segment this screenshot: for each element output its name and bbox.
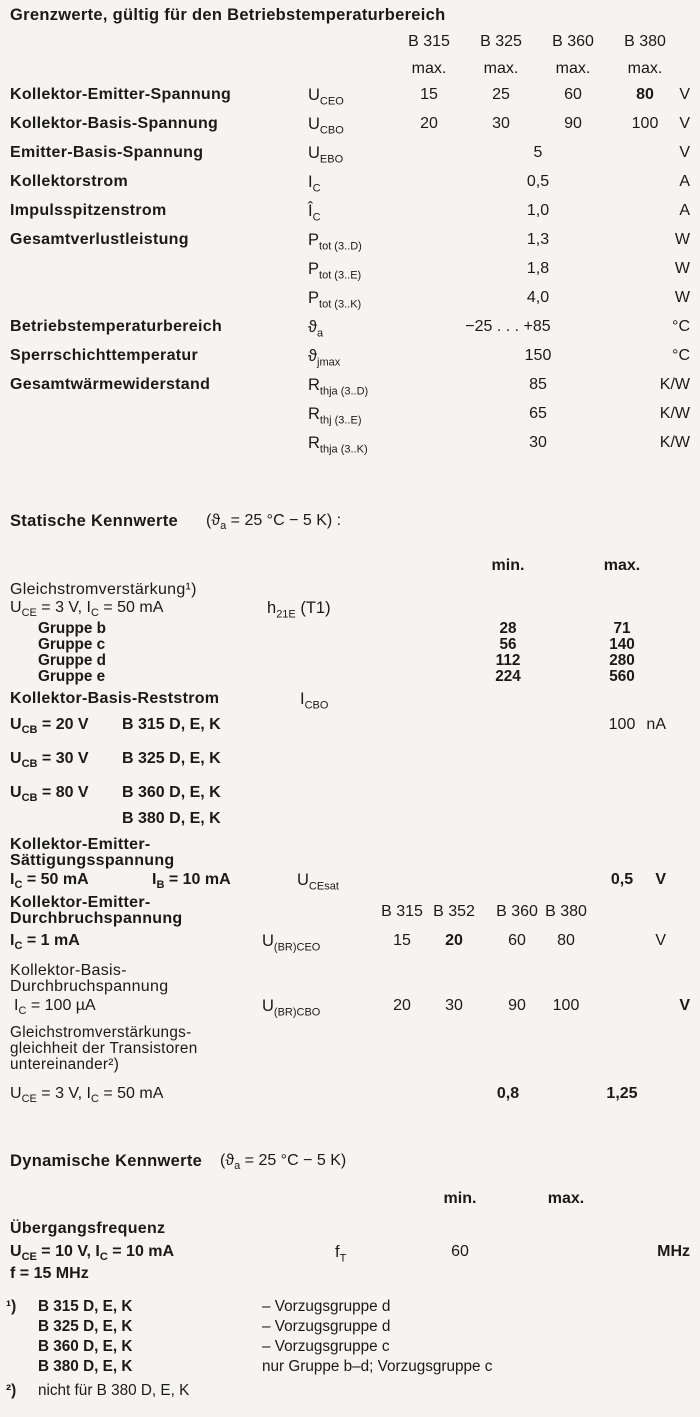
param-label: Kollektor-Basis-Reststrom xyxy=(10,690,220,707)
param-value: 1,25 xyxy=(606,1085,638,1102)
param-label: Sperrschichttemperatur xyxy=(10,347,198,364)
limits-row xyxy=(0,202,700,228)
param-symbol: $R_{thj (3..E)}$ xyxy=(308,405,362,427)
test-condition: $I_C = 100$ µA xyxy=(14,997,96,1018)
col-header-type: B 315 xyxy=(381,903,423,920)
col-header-max: max. xyxy=(483,60,519,77)
static-section-heading-row xyxy=(0,512,700,538)
test-condition: $U_{CB} = 30$ V xyxy=(10,750,89,771)
param-symbol: $U_{(BR)CBO}$ xyxy=(262,997,321,1019)
dynamic-minmax-header-row xyxy=(0,1190,700,1216)
param-value: 80 xyxy=(636,86,654,103)
footnote-row xyxy=(0,1358,700,1384)
param-unit: A xyxy=(679,202,690,219)
group-label: Gruppe c xyxy=(38,636,106,653)
limits-row xyxy=(0,86,700,112)
param-symbol: $ϑ_a$ xyxy=(308,318,324,340)
col-header-max: max. xyxy=(627,60,663,77)
param-symbol: $U_{CBO}$ xyxy=(308,115,344,137)
param-label: Impulsspitzenstrom xyxy=(10,202,167,219)
param-label: Emitter-Basis-Spannung xyxy=(10,144,204,161)
param-unit: W xyxy=(674,231,690,248)
param-unit: K/W xyxy=(659,405,690,422)
param-value: 5 xyxy=(533,144,543,161)
brceo-value-row xyxy=(0,932,700,958)
col-header-type: B 315 xyxy=(408,33,450,50)
param-value: 0,5 xyxy=(526,173,550,190)
limits-row xyxy=(0,260,700,286)
param-value: 25 xyxy=(492,86,510,103)
limits-row xyxy=(0,376,700,402)
limits-row xyxy=(0,231,700,257)
test-condition: $U_{CE} = 3$ V, $I_C = 50$ mA xyxy=(10,1085,164,1106)
param-symbol: $P_{tot (3..K)}$ xyxy=(308,289,362,311)
group-max: 71 xyxy=(613,620,631,637)
param-value: 60 xyxy=(508,932,526,949)
section-condition: ($ϑ_a = 25$ °C − 5 K) xyxy=(220,1152,347,1173)
param-value: 60 xyxy=(564,86,582,103)
param-value: 15 xyxy=(420,86,438,103)
param-label: Gesamtverlustleistung xyxy=(10,231,189,248)
col-header-max: max. xyxy=(555,60,591,77)
footnote-note: – Vorzugsgruppe d xyxy=(262,1298,391,1315)
param-label: Gleichstromverstärkungs- xyxy=(10,1024,192,1041)
footnote-note: – Vorzugsgruppe d xyxy=(262,1318,391,1335)
footnote-text: nicht für B 380 D, E, K xyxy=(38,1382,190,1399)
footnote-type: B 315 D, E, K xyxy=(38,1298,133,1315)
param-label: Durchbruchspannung xyxy=(10,910,183,927)
param-unit: °C xyxy=(672,347,690,364)
footnote-marker: ²) xyxy=(6,1382,17,1399)
param-unit: V xyxy=(655,871,666,888)
group-label: Gruppe e xyxy=(38,668,106,685)
param-value: 20 xyxy=(420,115,438,132)
param-label: Kollektorstrom xyxy=(10,173,128,190)
limits-row xyxy=(0,434,700,460)
param-value: 30 xyxy=(529,434,547,451)
col-header-min: min. xyxy=(443,1190,477,1207)
param-unit: V xyxy=(655,932,666,949)
param-label: Kollektor-Emitter-Spannung xyxy=(10,86,232,103)
param-symbol: $U_{CEO}$ xyxy=(308,86,344,108)
param-value: 15 xyxy=(393,932,411,949)
param-symbol: $U_{(BR)CEO}$ xyxy=(262,932,321,954)
param-value: 100 xyxy=(552,997,580,1014)
param-unit: W xyxy=(674,289,690,306)
param-value: 65 xyxy=(529,405,547,422)
col-header-type: B 360 xyxy=(496,903,538,920)
param-value: 60 xyxy=(451,1243,469,1260)
param-label: Betriebstemperaturbereich xyxy=(10,318,223,335)
param-symbol: $R_{thja (3..K)}$ xyxy=(308,434,368,456)
footnote-type: B 380 D, E, K xyxy=(38,1358,133,1375)
col-header-max: max. xyxy=(411,60,447,77)
limits-row xyxy=(0,289,700,315)
param-value: 30 xyxy=(492,115,510,132)
col-header-type: B 380 xyxy=(624,33,666,50)
col-header-max: max. xyxy=(547,1190,585,1207)
test-condition: $U_{CB} = 80$ V xyxy=(10,784,89,805)
param-symbol: $U_{CEsat}$ xyxy=(297,871,339,893)
type-list: B 315 D, E, K xyxy=(122,716,221,733)
test-condition: $I_B = 10$ mA xyxy=(152,871,231,892)
limits-row xyxy=(0,144,700,170)
test-condition: $U_{CE} = 10$ V, $I_C = 10$ mA xyxy=(10,1243,175,1264)
param-value: 1,3 xyxy=(526,231,550,248)
group-max: 560 xyxy=(609,668,635,685)
param-unit: V xyxy=(679,115,690,132)
footnote-type: B 360 D, E, K xyxy=(38,1338,133,1355)
param-unit: °C xyxy=(672,318,690,335)
limits-max-header-row xyxy=(0,60,700,86)
limits-row xyxy=(0,347,700,373)
param-value: 20 xyxy=(445,932,463,949)
param-value: 0,5 xyxy=(610,871,634,888)
test-condition: $U_{CB} = 20$ V xyxy=(10,716,89,737)
dynamic-section-heading-row xyxy=(0,1152,700,1178)
param-value: 1,0 xyxy=(526,202,550,219)
footnote-note: nur Gruppe b–d; Vorzugsgruppe c xyxy=(262,1358,493,1375)
limits-row xyxy=(0,115,700,141)
param-value: 150 xyxy=(524,347,552,364)
group-label: Gruppe b xyxy=(38,620,106,637)
param-value: 20 xyxy=(393,997,411,1014)
test-condition: $I_C = 50$ mA xyxy=(10,871,89,892)
param-value: 100 xyxy=(631,115,659,132)
static-minmax-header-row xyxy=(0,557,700,583)
param-unit: A xyxy=(679,173,690,190)
icbo-cond-row xyxy=(0,750,700,776)
limits-heading-row xyxy=(0,6,700,32)
param-value: 85 xyxy=(529,376,547,393)
param-label: Kollektor-Emitter- xyxy=(10,894,151,911)
col-header-max: max. xyxy=(603,557,641,574)
type-list: B 325 D, E, K xyxy=(122,750,221,767)
icbo-label-row xyxy=(0,690,700,716)
footnote-row xyxy=(0,1382,700,1408)
brcbo-value-row xyxy=(0,997,700,1023)
param-value: 100 xyxy=(608,716,636,733)
param-symbol: $R_{thja (3..D)}$ xyxy=(308,376,369,398)
param-value: 90 xyxy=(564,115,582,132)
param-value: −25 . . . +85 xyxy=(465,318,551,335)
param-symbol: $P_{tot (3..D)}$ xyxy=(308,231,362,253)
param-value: 1,8 xyxy=(526,260,550,277)
group-min: 112 xyxy=(495,652,521,669)
col-header-type: B 325 xyxy=(480,33,522,50)
param-unit: K/W xyxy=(659,376,690,393)
param-value: 90 xyxy=(508,997,526,1014)
col-header-type: B 360 xyxy=(552,33,594,50)
param-label: Durchbruchspannung xyxy=(10,978,169,995)
param-unit: W xyxy=(674,260,690,277)
icbo-cond-row xyxy=(0,810,700,836)
param-symbol: $ϑ_{jmax}$ xyxy=(308,347,341,369)
type-list: B 380 D, E, K xyxy=(122,810,221,827)
param-value: 80 xyxy=(557,932,575,949)
group-max: 140 xyxy=(609,636,635,653)
test-condition: $U_{CE} = 3$ V, $I_C = 50$ mA xyxy=(10,599,164,620)
group-min: 56 xyxy=(499,636,517,653)
param-value: 4,0 xyxy=(526,289,550,306)
param-unit: nA xyxy=(646,716,666,733)
param-label: Kollektor-Emitter- xyxy=(10,836,151,853)
col-header-type: B 352 xyxy=(433,903,475,920)
group-max: 280 xyxy=(609,652,635,669)
param-unit: K/W xyxy=(659,434,690,451)
col-header-type: B 380 xyxy=(545,903,587,920)
param-symbol: $h_{21E}$ (T1) xyxy=(267,599,331,621)
footnote-note: – Vorzugsgruppe c xyxy=(262,1338,390,1355)
param-label: Gleichstromverstärkung¹) xyxy=(10,581,197,598)
param-symbol: $P_{tot (3..E)}$ xyxy=(308,260,362,282)
col-header-min: min. xyxy=(491,557,525,574)
param-symbol: $Î_C$ xyxy=(308,202,321,224)
param-value: 30 xyxy=(445,997,463,1014)
footnote-marker: ¹) xyxy=(6,1298,17,1315)
param-value: 0,8 xyxy=(496,1085,520,1102)
param-unit: V xyxy=(679,997,690,1014)
param-symbol: $U_{EBO}$ xyxy=(308,144,344,166)
limits-heading: Grenzwerte, gültig für den Betriebstemperaturbereich xyxy=(10,6,446,24)
group-label: Gruppe d xyxy=(38,652,106,669)
param-symbol: $I_C$ xyxy=(308,173,321,195)
param-unit: V xyxy=(679,144,690,161)
icbo-cond-row xyxy=(0,784,700,810)
section-heading: Dynamische Kennwerte xyxy=(10,1152,203,1170)
param-unit: MHz xyxy=(657,1243,690,1260)
param-label: Kollektor-Basis- xyxy=(10,962,127,979)
group-min: 224 xyxy=(495,668,521,685)
section-condition: ($ϑ_a = 25$ °C − 5 K) : xyxy=(206,512,342,533)
group-min: 28 xyxy=(499,620,517,637)
ft-cond-row xyxy=(0,1265,700,1291)
test-condition: $I_C = 1$ mA xyxy=(10,932,80,953)
param-symbol: $I_{CBO}$ xyxy=(300,690,329,712)
limits-type-header-row xyxy=(0,33,700,59)
param-label: gleichheit der Transistoren xyxy=(10,1040,198,1057)
param-unit: V xyxy=(679,86,690,103)
limits-row xyxy=(0,318,700,344)
param-label: Gesamtwärmewiderstand xyxy=(10,376,211,393)
param-label: Sättigungsspannung xyxy=(10,852,175,869)
param-label: Übergangsfrequenz xyxy=(10,1220,166,1237)
limits-row xyxy=(0,173,700,199)
param-label: untereinander²) xyxy=(10,1056,120,1073)
section-heading: Statische Kennwerte xyxy=(10,512,179,530)
type-list: B 360 D, E, K xyxy=(122,784,221,801)
param-symbol: $f_T$ xyxy=(335,1243,347,1265)
match-value-row xyxy=(0,1085,700,1111)
match-label-row xyxy=(0,1056,700,1082)
footnote-type: B 325 D, E, K xyxy=(38,1318,133,1335)
icbo-cond-row xyxy=(0,716,700,742)
param-label: Kollektor-Basis-Spannung xyxy=(10,115,219,132)
test-condition: f = 15 MHz xyxy=(10,1265,89,1282)
limits-row xyxy=(0,405,700,431)
